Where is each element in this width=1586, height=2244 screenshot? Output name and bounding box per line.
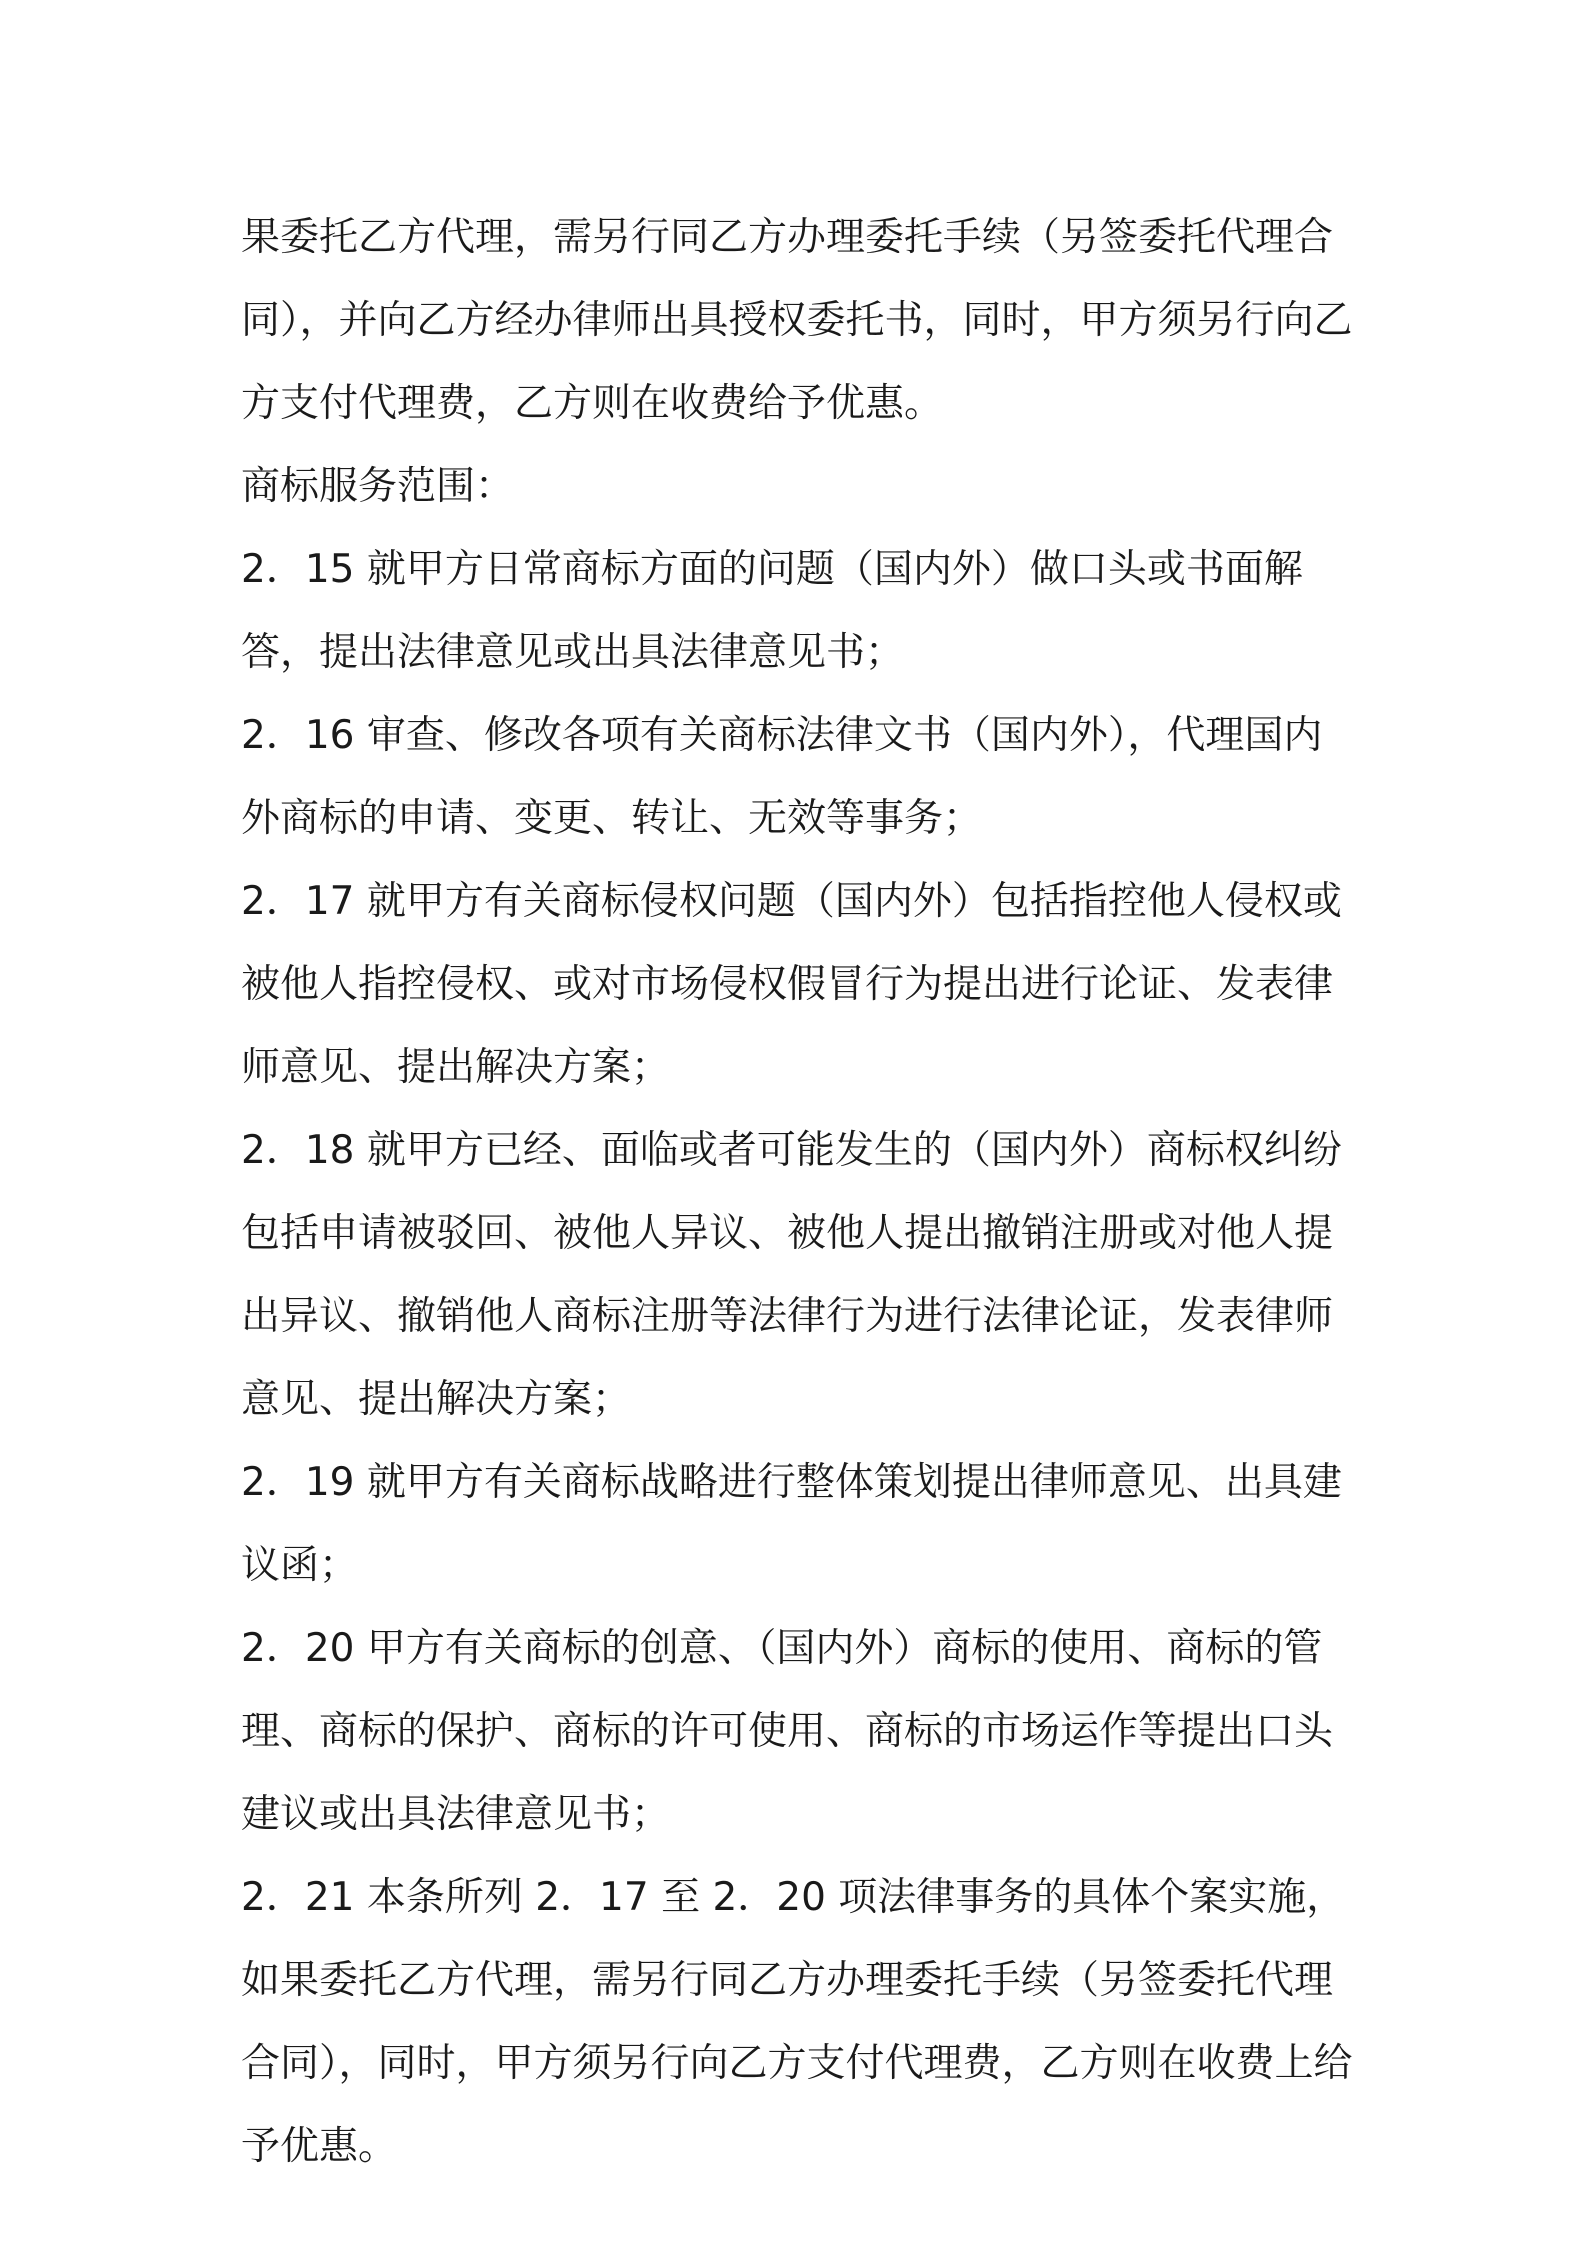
clause-2-16: 2．16 审查、修改各项有关商标法律文书（国内外），代理国内外商标的申请、变更、转让、无效等事务；	[241, 713, 1323, 841]
clause-2-19: 2．19 就甲方有关商标战略进行整体策划提出律师意见、出具建议函；	[241, 1460, 1342, 1588]
document-body	[241, 196, 1361, 2188]
clause-2-15: 2．15 就甲方日常商标方面的问题（国内外）做口头或书面解答，提出法律意见或出具法律意见书；	[241, 547, 1303, 675]
clause-2-20: 2．20 甲方有关商标的创意、（国内外）商标的使用、商标的管理、商标的保护、商标的许可使用、商标的市场运作等提出口头建议或出具法律意见书；	[241, 1626, 1334, 1837]
clause-2-17: 2．17 就甲方有关商标侵权问题（国内外）包括指控他人侵权或被他人指控侵权、或对市场侵权假冒行为提出进行论证、发表律师意见、提出解决方案；	[241, 879, 1342, 1090]
section-heading-trademark-scope: 商标服务范围：	[241, 464, 515, 509]
clause-2-18: 2．18 就甲方已经、面临或者可能发生的（国内外）商标权纠纷包括申请被驳回、被他人异议、被他人提出撤销注册或对他人提出异议、撤销他人商标注册等法律行为进行法律论证，发表律师意见、提出解决方案；	[241, 1128, 1342, 1422]
clause-2-21: 2．21 本条所列 2．17 至 2．20 项法律事务的具体个案实施，如果委托乙方代理，需另行同乙方办理委托手续（另签委托代理合同），同时，甲方须另行向乙方支付代理费，乙方则在收费上给予优惠。	[241, 1875, 1353, 2169]
paragraph-continuation: 果委托乙方代理，需另行同乙方办理委托手续（另签委托代理合同），并向乙方经办律师出具授权委托书，同时，甲方须另行向乙方支付代理费，乙方则在收费给予优惠。	[241, 215, 1353, 426]
